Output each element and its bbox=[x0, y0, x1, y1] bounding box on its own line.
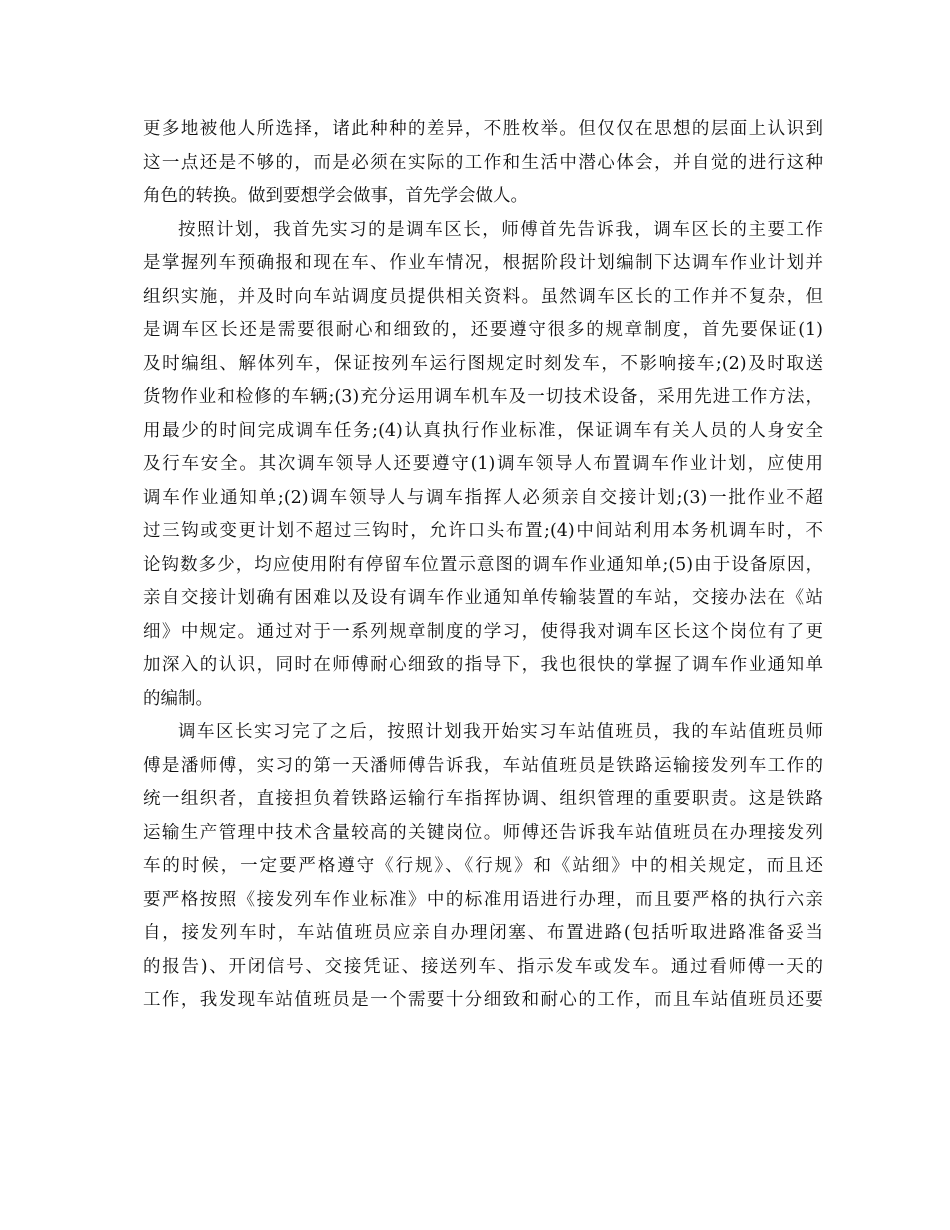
paragraph-start-line: 按照计划，我首先实习的是调车区长，师傅首先告诉我，调车区长的主要工作 bbox=[178, 219, 823, 240]
text-line: 是掌握列车预确报和现在车、作业车情况，根据阶段计划编制下达调车作业计划并 bbox=[143, 253, 823, 273]
paragraph-end-line: 角色的转换。做到要想学会做事，首先学会做人。 bbox=[143, 186, 528, 206]
paragraph-end-line: 的编制。 bbox=[143, 688, 213, 709]
text-line: 的报告)、开闭信号、交接凭证、接送列车、指示发车或发车。通过看师傅一天的 bbox=[143, 956, 823, 977]
text-line: 用最少的时间完成调车任务;(4)认真执行作业标准，保证调车有关人员的人身安全 bbox=[143, 420, 823, 441]
text-line: 统一组织者，直接担负着铁路运输行车指挥协调、组织管理的重要职责。这是铁路 bbox=[143, 789, 823, 809]
text-line: 工作，我发现车站值班员是一个需要十分细致和耐心的工作，而且车站值班员还要 bbox=[143, 990, 823, 1010]
body-text bbox=[143, 113, 823, 1018]
text-line: 货物作业和检修的车辆;(3)充分运用调车机车及一切技术设备，采用先进工作方法， bbox=[143, 387, 823, 407]
text-line: 论钩数多少，均应使用附有停留车位置示意图的调车作业通知单;(5)由于设备原因， bbox=[143, 554, 823, 575]
text-line: 车的时候，一定要严格遵守《行规》、《行规》和《站细》中的相关规定，而且还 bbox=[143, 856, 823, 876]
paragraph-start-line: 调车区长实习完了之后，按照计划我开始实习车站值班员，我的车站值班员师 bbox=[178, 722, 823, 742]
text-line: 及行车安全。其次调车领导人还要遵守(1)调车领导人布置调车作业计划，应使用 bbox=[143, 454, 823, 474]
text-line: 运输生产管理中技术含量较高的关键岗位。师傅还告诉我车站值班员在办理接发列 bbox=[143, 822, 823, 843]
text-line: 组织实施，并及时向车站调度员提供相关资料。虽然调车区长的工作并不复杂，但 bbox=[143, 286, 823, 307]
text-line: 亲自交接计划确有困难以及设有调车作业通知单传输装置的车站，交接办法在《站 bbox=[143, 588, 823, 608]
text-line: 调车作业通知单;(2)调车领导人与调车指挥人必须亲自交接计划;(3)一批作业不超 bbox=[143, 487, 823, 508]
text-line: 细》中规定。通过对于一系列规章制度的学习，使得我对调车区长这个岗位有了更 bbox=[143, 621, 823, 642]
text-line: 这一点还是不够的，而是必须在实际的工作和生活中潜心体会，并自觉的进行这种 bbox=[143, 152, 823, 173]
text-line: 自，接发列车时，车站值班员应亲自办理闭塞、布置进路(包括听取进路准备妥当 bbox=[143, 923, 823, 943]
text-line: 更多地被他人所选择，诸此种种的差异，不胜枚举。但仅仅在思想的层面上认识到 bbox=[143, 119, 823, 139]
text-line: 过三钩或变更计划不超过三钩时，允许口头布置;(4)中间站利用本务机调车时，不 bbox=[143, 521, 823, 541]
text-line: 加深入的认识，同时在师傅耐心细致的指导下，我也很快的掌握了调车作业通知单 bbox=[143, 655, 823, 675]
text-line: 傅是潘师傅，实习的第一天潘师傅告诉我，车站值班员是铁路运输接发列车工作的 bbox=[143, 755, 823, 776]
text-line: 要严格按照《接发列车作业标准》中的标准用语进行办理，而且要严格的执行六亲 bbox=[143, 889, 823, 910]
text-line: 是调车区长还是需要很耐心和细致的，还要遵守很多的规章制度，首先要保证(1) bbox=[143, 320, 823, 340]
text-line: 及时编组、解体列车，保证按列车运行图规定时刻发车，不影响接车;(2)及时取送 bbox=[143, 353, 823, 374]
